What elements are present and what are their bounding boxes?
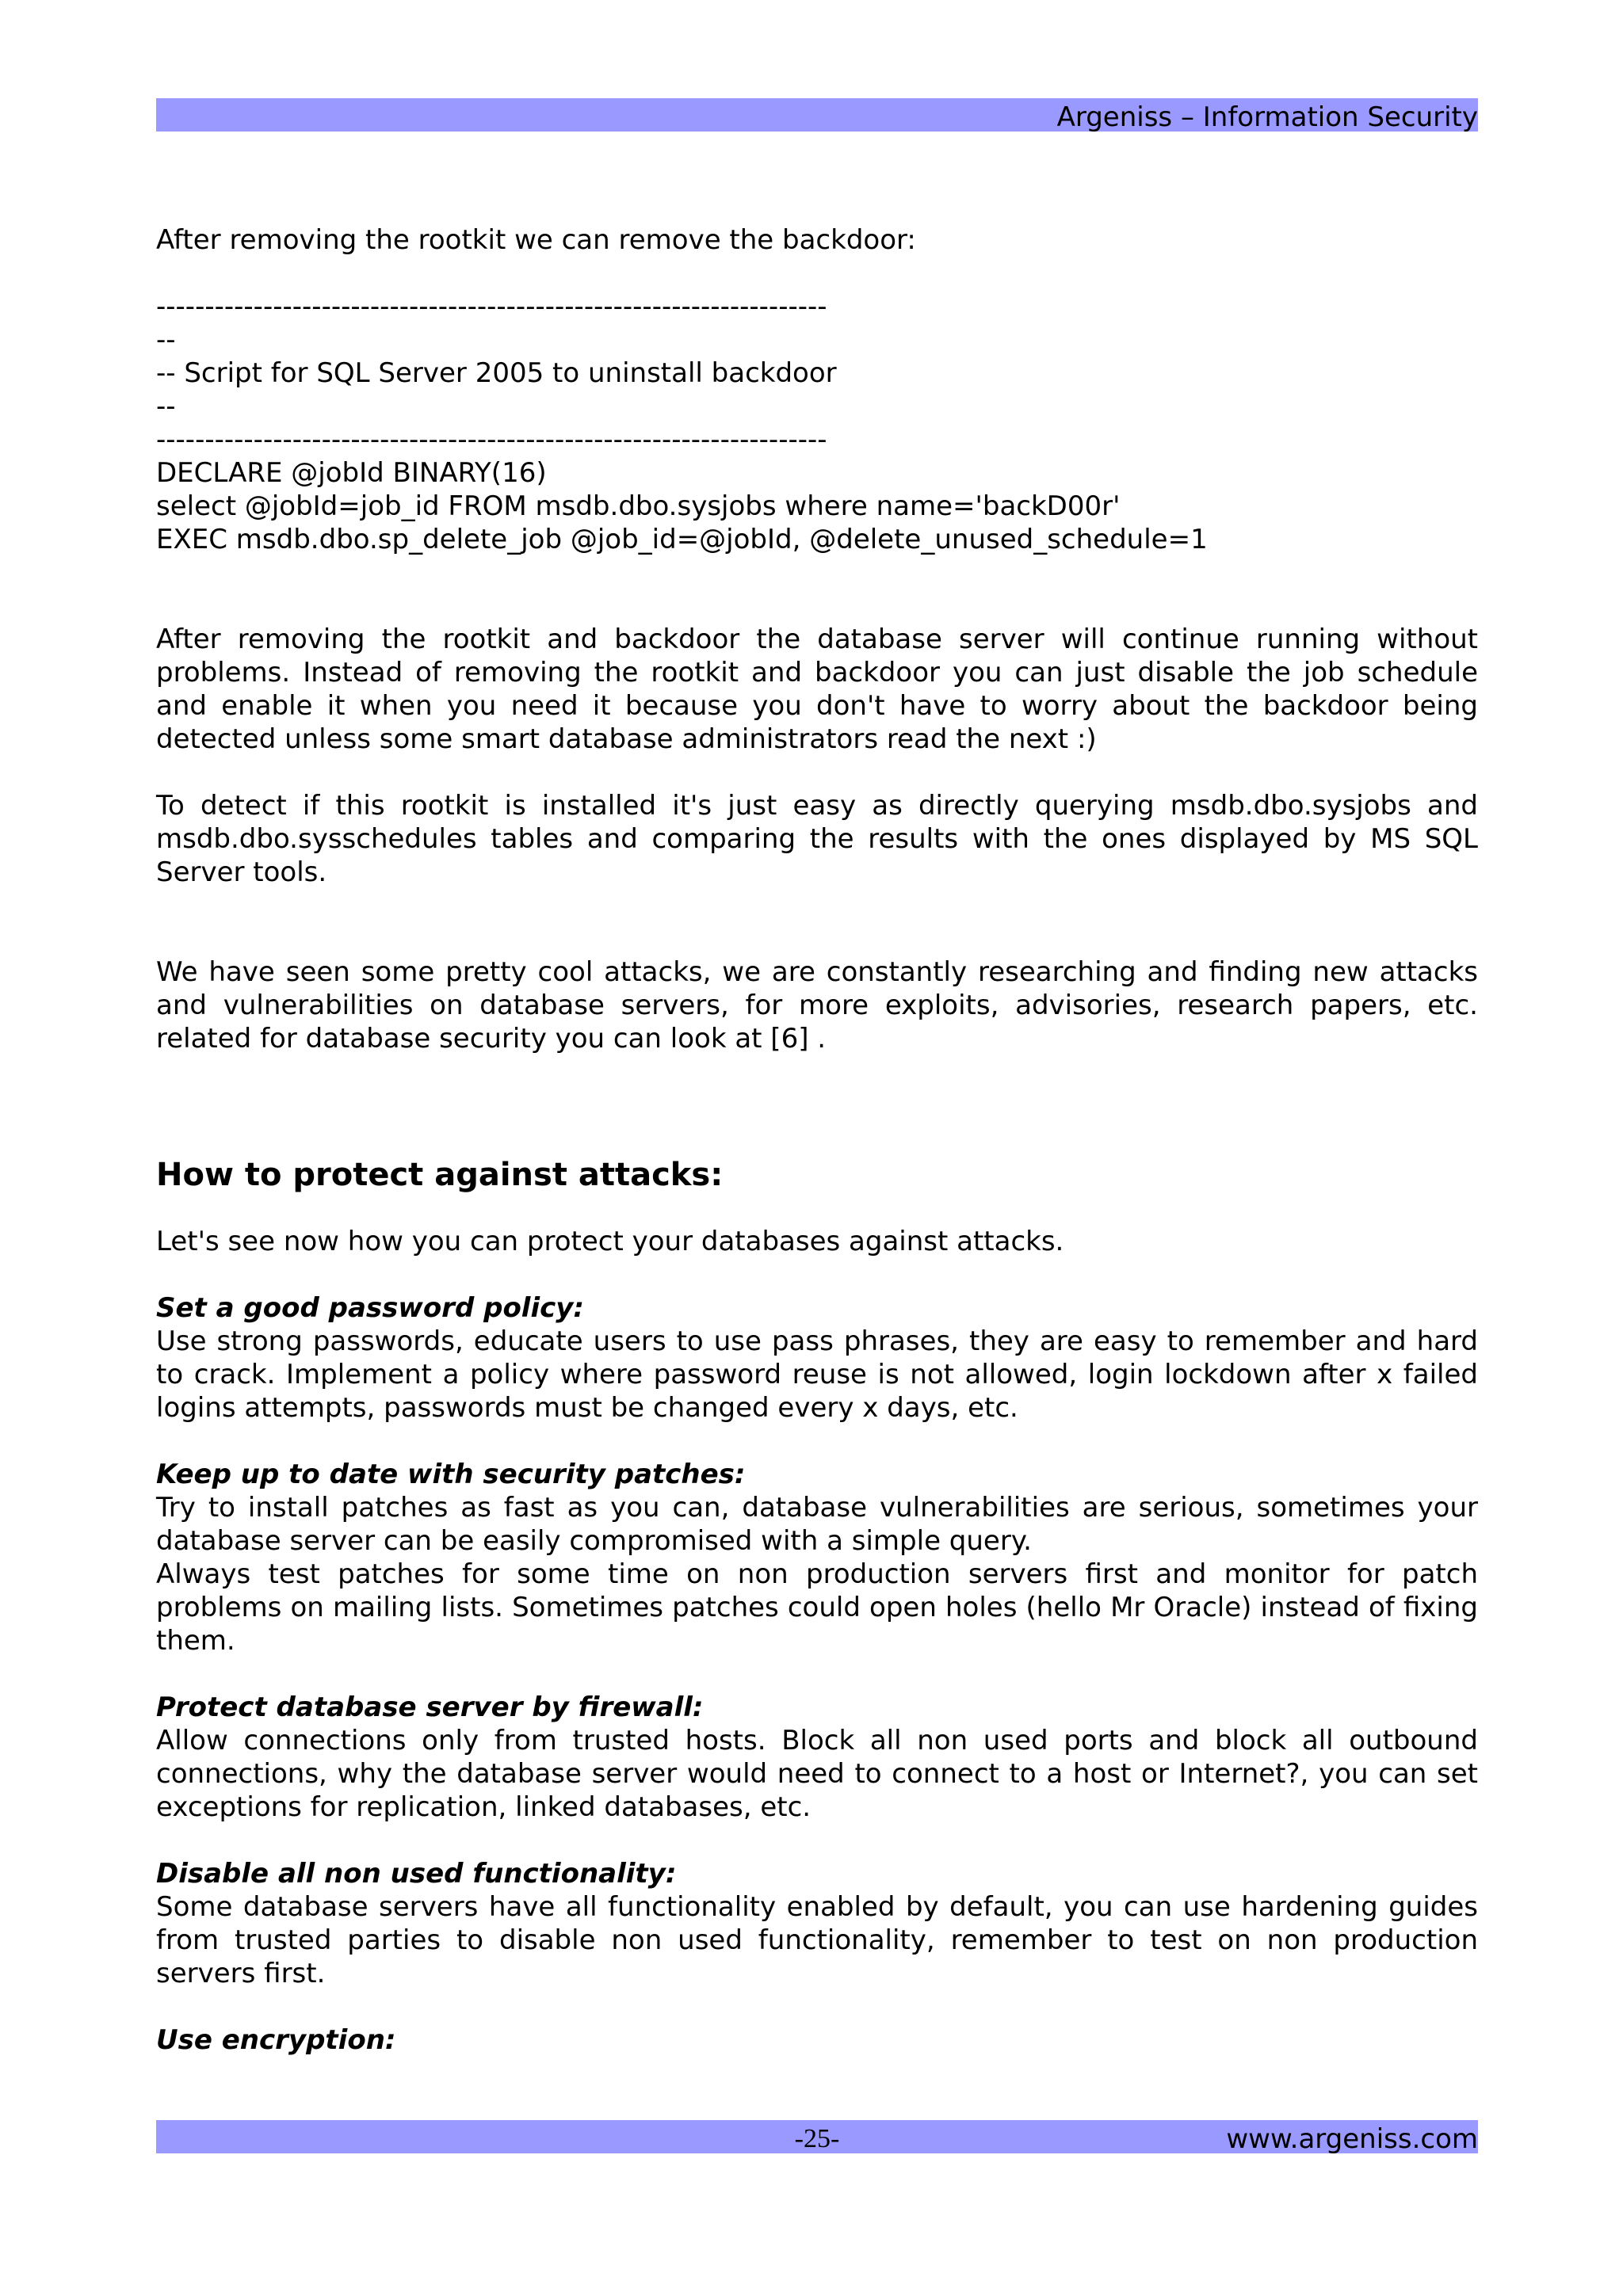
code-line: -- [156, 391, 176, 422]
tip-title: Disable all non used functionality: [156, 1858, 677, 1890]
footer-url: www.argeniss.com [1226, 2123, 1478, 2155]
code-block [156, 290, 1478, 556]
page-content [156, 223, 1478, 2057]
code-line: --------------------------------------------------------------------- [156, 424, 827, 456]
tip-title: Set a good password policy: [156, 1292, 585, 1324]
page-number: -25- [794, 2124, 840, 2153]
tip-paragraph: Some database servers have all functionality enabled by default, you can use hardening guides from trusted parties to disable non used functionality, remember to test on non production servers first. [156, 1891, 1478, 1989]
tip-paragraph: Allow connections only from trusted hosts. Block all non used ports and block all outbound connections, why the database server would need to connect to a host or Internet?, you can set exceptions for replication, linked databases, etc. [156, 1725, 1478, 1823]
section-heading: How to protect against attacks: [156, 1157, 724, 1193]
page-footer [156, 2120, 1478, 2153]
code-line: DECLARE @jobId BINARY(16) [156, 457, 547, 489]
section-intro: Let's see now how you can protect your databases against attacks. [156, 1226, 1064, 1257]
code-line: --------------------------------------------------------------------- [156, 291, 827, 322]
tip-paragraph: Use strong passwords, educate users to use pass phrases, they are easy to remember and hard to crack. Implement a policy where password reuse is not allowed, login lockdown after x failed logins attempts, passwords must be changed every x days, etc. [156, 1325, 1478, 1424]
page-header [156, 98, 1478, 132]
tip-title: Keep up to date with security patches: [156, 1459, 746, 1490]
tip-paragraph: Always test patches for some time on non production servers first and monitor for patch problems on mailing lists. Sometimes patches could open holes (hello Mr Oracle) instead of fixing them. [156, 1558, 1478, 1657]
paragraph-research: We have seen some pretty cool attacks, we are constantly researching and finding new attacks and vulnerabilities on database servers, for more exploits, advisories, research papers, etc. related for database security you can look at [6] . [156, 956, 1478, 1055]
tip-paragraph: Try to install patches as fast as you can, database vulnerabilities are serious, sometimes your database server can be easily compromised with a simple query. [156, 1492, 1478, 1557]
paragraph-detection: To detect if this rootkit is installed it's just easy as directly querying msdb.dbo.sysjobs and msdb.dbo.sysschedules tables and comparing the results with the ones displayed by MS SQL Server tools. [156, 790, 1478, 888]
code-line: EXEC msdb.dbo.sp_delete_job @job_id=@jobId, @delete_unused_schedule=1 [156, 524, 1208, 555]
code-line: -- Script for SQL Server 2005 to uninstall backdoor [156, 357, 837, 389]
paragraph-cleanup: After removing the rootkit and backdoor the database server will continue running without problems. Instead of removing the rootkit and backdoor you can just disable the job schedule and enable it when you need it because you don't have to worry about the backdoor being detected unless some smart database administrators read the next :) [156, 624, 1478, 755]
code-line: -- [156, 324, 176, 356]
tip-title: Protect database server by firewall: [156, 1691, 704, 1723]
tip-title: Use encryption: [156, 2024, 396, 2056]
intro-paragraph: After removing the rootkit we can remove the backdoor: [156, 224, 916, 256]
code-line: select @jobId=job_id FROM msdb.dbo.sysjobs where name='backD00r' [156, 490, 1121, 522]
header-title: Argeniss – Information Security [1056, 101, 1478, 133]
